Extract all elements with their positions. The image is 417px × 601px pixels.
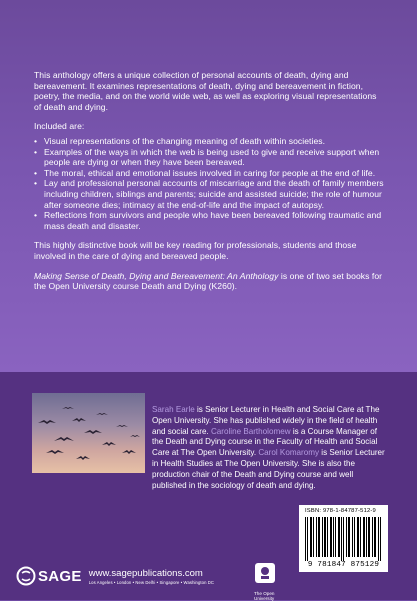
course-note: is one of two set books for the Open University course Death and Dying (K260). — [34, 270, 383, 292]
blurb-intro: This anthology offers a unique collection of personal accounts of death, dying and bereavement. It examines representations of death, dying and bereavement in fiction, poetry, the media, and on the world wide web, as well as exploring visual representations of death and dying. — [34, 70, 377, 112]
list-item: • Visual representations of the changing meaning of death within societies. — [34, 136, 386, 147]
blurb-closing: This highly distinctive book will be key reading for professionals, students and those involved in the care of dying and bereaved people. — [34, 240, 357, 261]
birds-sunset-photo — [32, 393, 145, 473]
book-title: Making Sense of Death, Dying and Bereavement: An Anthology — [34, 270, 279, 281]
barcode-bars — [305, 517, 382, 561]
publisher-info — [89, 568, 214, 585]
isbn-label: ISBN: 978-1-84787-512-9 — [305, 508, 376, 514]
flying-birds-illustration — [32, 393, 145, 473]
author-name: Sarah Earle — [152, 405, 195, 414]
isbn-barcode — [299, 505, 388, 572]
author-bio-text: is Senior Lecturer in Health and Social Care at The Open University. She has published widely in the field of health and social care. — [152, 405, 380, 436]
publisher-block — [16, 566, 214, 586]
list-item: • Lay and professional personal accounts of miscarriage and the death of family members including children, siblings and parents; suicide and assisted suicide; the role of humour after someone dies; intimacy at the end-of-life and the impact of autopsy. — [34, 178, 386, 210]
course-note-paragraph — [34, 271, 386, 292]
list-item: • Examples of the ways in which the web is being used to give and receive support when people are dying or when they have been bereaved. — [34, 147, 386, 168]
author-name: Caroline Bartholomew — [210, 426, 291, 436]
open-university-logo — [254, 562, 286, 601]
included-heading: Included are: — [34, 121, 85, 132]
back-cover-blurb — [34, 70, 386, 301]
publisher-cities: Los Angeles • London • New Delhi • Singapore • Washington DC — [88, 579, 215, 585]
open-university-shield-icon — [254, 562, 276, 584]
barcode-number: 9 781847 875129 — [307, 561, 380, 569]
publisher-url[interactable]: www.sagepublications.com — [88, 567, 203, 579]
sage-logo-icon — [16, 566, 36, 586]
included-list — [34, 136, 386, 231]
list-item: • The moral, ethical and emotional issues involved in caring for people at the end of life. — [34, 168, 386, 179]
ou-label-line: University — [254, 596, 275, 601]
publisher-name: SAGE — [38, 567, 82, 585]
list-item: • Reflections from survivors and people who have been bereaved following traumatic and mass death and disaster. — [34, 210, 386, 231]
author-bios — [152, 405, 386, 491]
author-name: Carol Komaromy — [258, 448, 320, 458]
author-bio-text: is a Course Manager of the Death and Dying course in the Faculty of Health and Social Care at The Open University. — [152, 426, 378, 458]
author-bio-text: is Senior Lecturer in Health Studies at The Open University. She is also the production chair of the Death and Dying course and well published in the sociology of death and dying. — [152, 448, 385, 490]
ou-label-line: The Open — [254, 591, 275, 596]
